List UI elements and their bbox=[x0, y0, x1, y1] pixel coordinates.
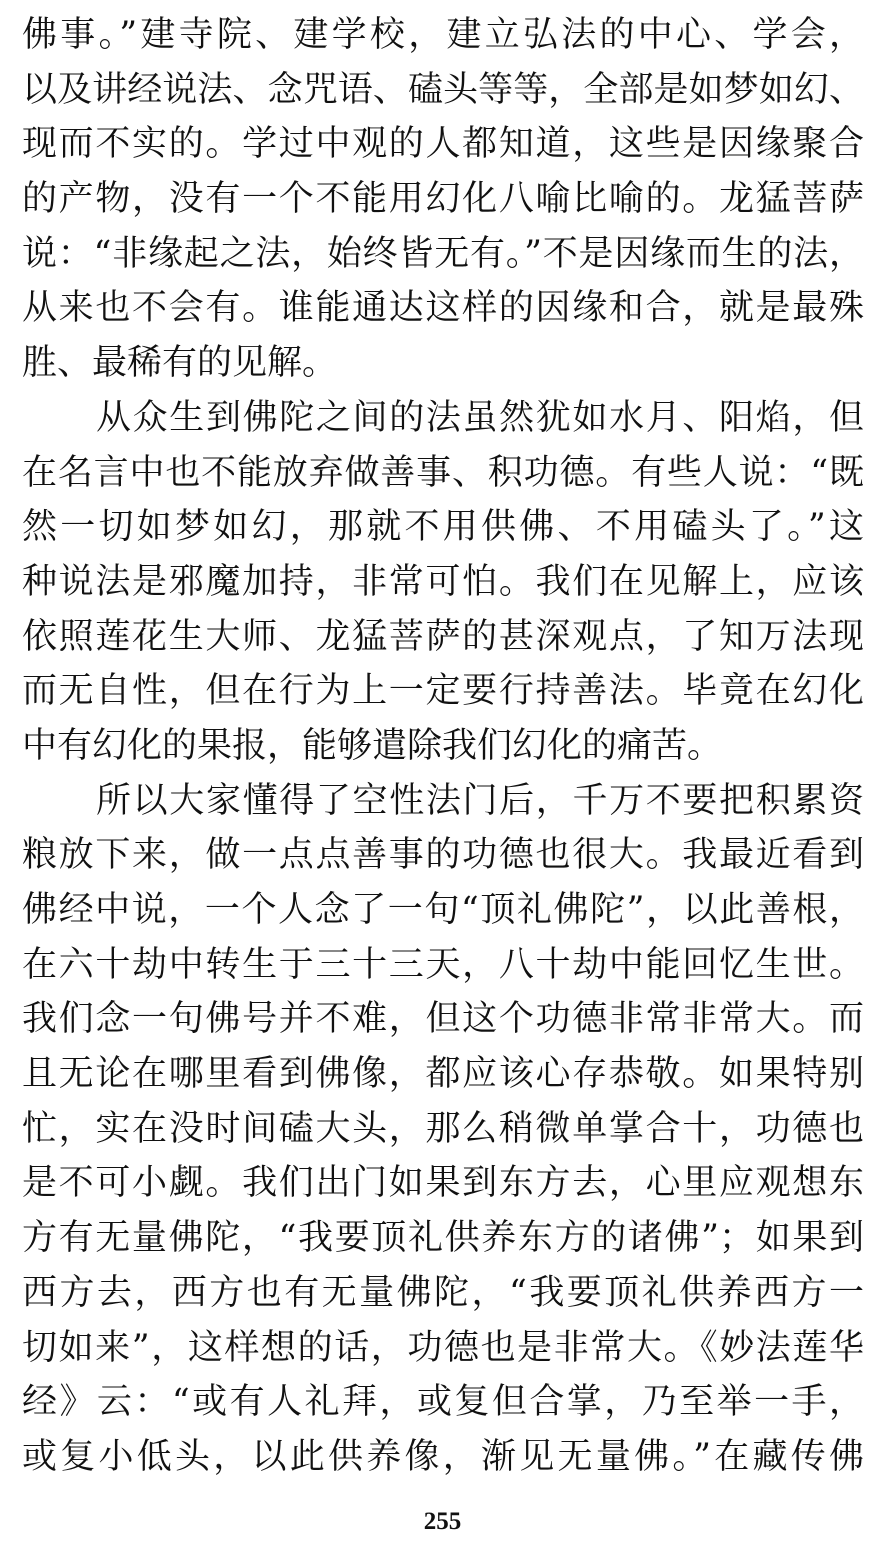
text-line: 的产物，没有一个不能用幻化八喻比喻的。龙猛菩萨 bbox=[22, 179, 864, 220]
page-number: 255 bbox=[423, 1508, 462, 1535]
body-text bbox=[22, 8, 864, 1485]
text-line: 以及讲经说法、念咒语、磕头等等，全部是如梦如幻、 bbox=[22, 69, 864, 110]
text-line: 在六十劫中转生于三十三天，八十劫中能回忆生世。 bbox=[22, 944, 864, 985]
text-line: 种说法是邪魔加持，非常可怕。我们在见解上，应该 bbox=[22, 561, 864, 602]
text-line: 佛事。”建寺院、建学校，建立弘法的中心、学会， bbox=[22, 15, 864, 55]
text-line: 或复小低头，以此供养像，渐见无量佛。”在藏传佛 bbox=[22, 1436, 864, 1477]
text-line: 然一切如梦如幻，那就不用供佛、不用磕头了。”这 bbox=[22, 507, 864, 548]
text-line: 经》云：“或有人礼拜，或复但合掌，乃至举一手， bbox=[22, 1382, 864, 1423]
paragraph-start-line: 从众生到佛陀之间的法虽然犹如水月、阳焰，但 bbox=[96, 397, 864, 438]
text-line: 现而不实的。学过中观的人都知道，这些是因缘聚合 bbox=[22, 124, 864, 165]
text-line: 且无论在哪里看到佛像，都应该心存恭敬。如果特别 bbox=[22, 1054, 864, 1095]
text-line: 从来也不会有。谁能通达这样的因缘和合，就是最殊 bbox=[22, 288, 864, 329]
text-line: 佛经中说，一个人念了一句“顶礼佛陀”，以此善根， bbox=[22, 890, 864, 930]
text-line: 方有无量佛陀，“我要顶礼供养东方的诸佛”；如果到 bbox=[22, 1218, 864, 1259]
text-line: 在名言中也不能放弃做善事、积功德。有些人说：“既 bbox=[22, 452, 864, 493]
text-line: 忙，实在没时间磕大头，那么稍微单掌合十，功德也 bbox=[22, 1108, 864, 1149]
text-line: 说：“非缘起之法，始终皆无有。”不是因缘而生的法， bbox=[22, 233, 864, 274]
text-line: 胜、最稀有的见解。 bbox=[22, 343, 338, 384]
text-line: 而无自性，但在行为上一定要行持善法。毕竟在幻化 bbox=[22, 671, 864, 712]
text-line: 粮放下来，做一点点善事的功德也很大。我最近看到 bbox=[22, 835, 864, 876]
text-line: 我们念一句佛号并不难，但这个功德非常非常大。而 bbox=[22, 999, 864, 1040]
text-line: 切如来”，这样想的话，功德也是非常大。《妙法莲华 bbox=[22, 1327, 864, 1368]
text-line: 西方去，西方也有无量佛陀，“我要顶礼供养西方一 bbox=[22, 1272, 864, 1313]
text-line: 依照莲花生大师、龙猛菩萨的甚深观点，了知万法现 bbox=[22, 616, 864, 657]
text-line: 中有幻化的果报，能够遣除我们幻化的痛苦。 bbox=[22, 725, 723, 766]
paragraph-start-line: 所以大家懂得了空性法门后，千万不要把积累资 bbox=[96, 780, 864, 821]
text-line: 是不可小觑。我们出门如果到东方去，心里应观想东 bbox=[22, 1163, 864, 1204]
